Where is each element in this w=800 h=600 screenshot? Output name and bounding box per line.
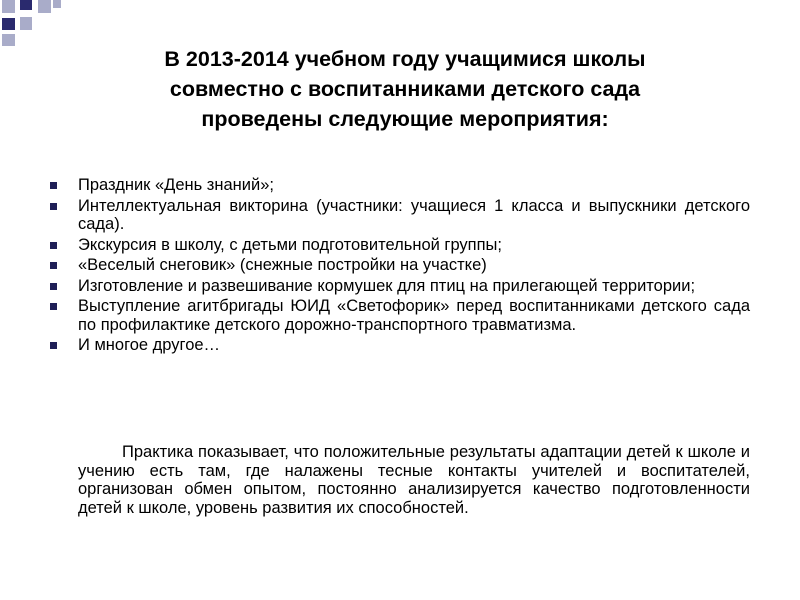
list-item-text: Интеллектуальная викторина (участники: учащиеся 1 класса и выпускники детского сада). xyxy=(78,196,750,233)
list-item-text: Изготовление и развешивание кормушек для птиц на прилегающей территории; xyxy=(78,276,696,295)
slide-title-line-2: совместно с воспитанниками детского сада xyxy=(169,77,641,101)
square-bullet-icon xyxy=(50,262,57,269)
list-item-text: Экскурсия в школу, с детьми подготовительной группы; xyxy=(78,235,502,254)
list-item-text: Праздник «День знаний»; xyxy=(78,176,274,194)
square-bullet-icon xyxy=(50,283,57,290)
list-item-text: И многое другое… xyxy=(78,336,221,354)
corner-decoration xyxy=(0,0,62,48)
slide-title-line-1: В 2013-2014 учебном году учащимися школы xyxy=(164,47,646,71)
square-bullet-icon xyxy=(50,182,57,189)
list-item-text: «Веселый снеговик» (снежные постройки на участке) xyxy=(78,256,487,274)
slide-title-line-3: проведены следующие мероприятия: xyxy=(201,107,609,131)
list-item xyxy=(48,336,750,355)
closing-paragraph: Практика показывает, что положительные результаты адаптации детей к школе и учению есть там, где налажены тесные контакты учителей и воспитателей, организован обмен опытом, постоянно анализируется качество подготовленности детей к школе, уровень развития их способностей. xyxy=(78,443,750,517)
list-item xyxy=(48,277,750,296)
square-bullet-icon xyxy=(50,203,57,210)
list-item xyxy=(48,256,750,275)
list-item xyxy=(48,297,750,334)
list-item xyxy=(48,236,750,255)
square-bullet-icon xyxy=(50,342,57,349)
square-bullet-icon xyxy=(50,303,57,310)
list-item-text: Выступление агитбригады ЮИД «Светофорик» перед воспитанниками детского сада по профилактике детского дорожно-транспортного травматизма. xyxy=(78,297,750,334)
event-list xyxy=(48,176,750,357)
slide-title xyxy=(60,44,750,134)
square-bullet-icon xyxy=(50,242,57,249)
list-item xyxy=(48,176,750,195)
list-item xyxy=(48,197,750,234)
